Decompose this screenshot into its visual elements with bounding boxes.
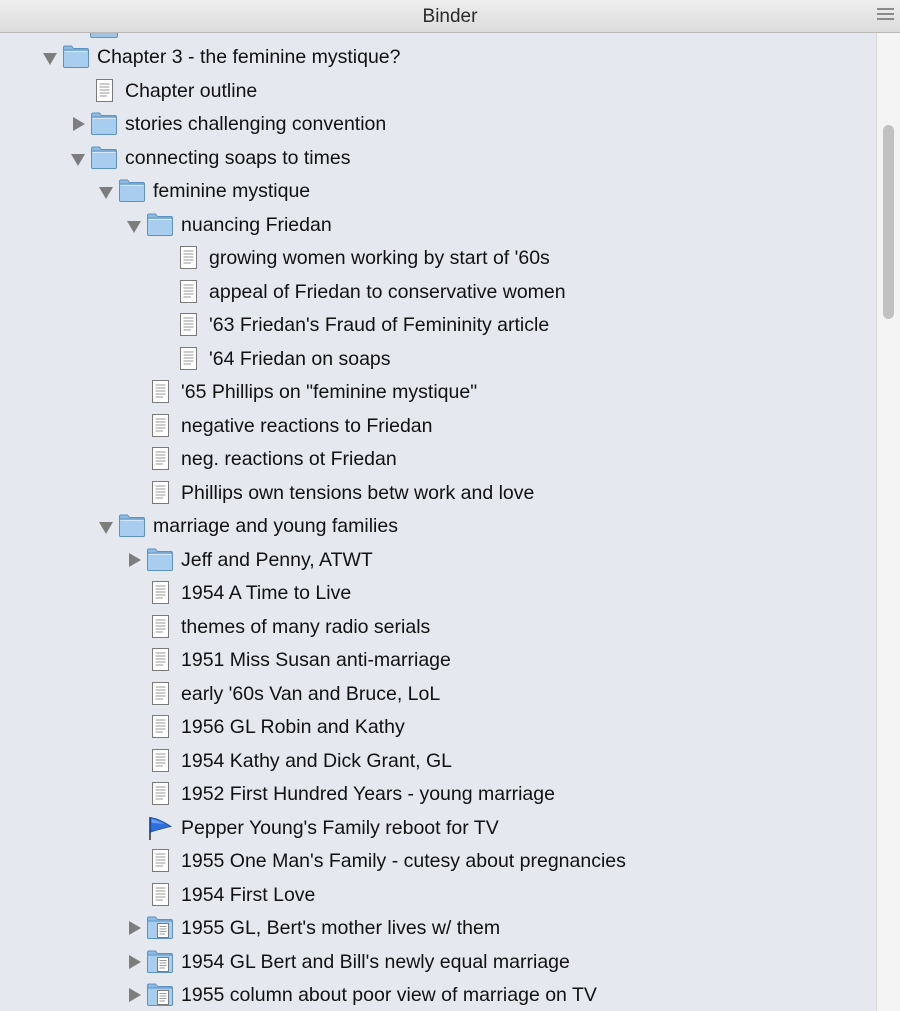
binder-row[interactable] — [0, 544, 876, 577]
binder-item-label: growing women working by start of '60s — [209, 247, 550, 269]
binder-item-label: Chapter 3 - the feminine mystique? — [97, 46, 401, 68]
folder-icon-partial — [90, 33, 118, 38]
list-menu-icon[interactable] — [877, 8, 894, 23]
document-icon — [146, 580, 174, 606]
disclosure-triangle-expanded-icon[interactable] — [124, 209, 144, 242]
binder-item-label: 1952 First Hundred Years - young marriage — [181, 783, 555, 805]
binder-item-label: 1956 GL Robin and Kathy — [181, 716, 405, 738]
disclosure-triangle-expanded-icon[interactable] — [96, 175, 116, 208]
folder-document-icon — [146, 949, 174, 975]
folder-icon — [62, 44, 90, 70]
binder-row[interactable] — [0, 711, 876, 744]
document-icon — [174, 312, 202, 338]
binder-row[interactable] — [0, 678, 876, 711]
disclosure-triangle-expanded-icon[interactable] — [40, 41, 60, 74]
folder-icon — [118, 513, 146, 539]
binder-item-label: neg. reactions ot Friedan — [181, 448, 397, 470]
binder-row[interactable] — [0, 209, 876, 242]
binder-item-label: Chapter outline — [125, 79, 258, 102]
binder-row[interactable] — [0, 778, 876, 811]
binder-item-label: 1954 First Love — [181, 883, 316, 906]
document-icon — [146, 882, 174, 908]
binder-row[interactable] — [0, 376, 876, 409]
document-icon — [146, 848, 174, 874]
binder-row[interactable] — [0, 41, 876, 74]
binder-item-label: '63 Friedan's Fraud of Femininity article — [209, 314, 550, 336]
scrollbar-thumb[interactable] — [883, 125, 894, 319]
binder-item-label: 1955 column about poor view of marriage on TV — [181, 984, 597, 1006]
binder-item-label: appeal of Friedan to conservative women — [209, 280, 566, 303]
document-icon — [146, 480, 174, 506]
binder-item-label: Jeff and Penny, ATWT — [181, 548, 373, 571]
binder-item-label: feminine mystique — [153, 180, 311, 202]
binder-header — [0, 0, 900, 33]
binder-item-label: connecting soaps to times — [125, 146, 351, 169]
document-icon — [174, 245, 202, 271]
disclosure-triangle-expanded-icon[interactable] — [96, 510, 116, 543]
binder-item-label: Pepper Young's Family reboot for TV — [181, 816, 499, 839]
binder-row[interactable] — [0, 879, 876, 912]
disclosure-triangle-collapsed-icon[interactable] — [124, 979, 144, 1011]
binder-row[interactable] — [0, 443, 876, 476]
binder-row[interactable] — [0, 242, 876, 275]
binder-item-label: 1955 GL, Bert's mother lives w/ them — [181, 917, 501, 939]
document-icon — [90, 78, 118, 104]
flag-icon — [146, 815, 174, 841]
binder-item-label: Phillips own tensions betw work and love — [181, 481, 535, 504]
binder-item-label: 1954 GL Bert and Bill's newly equal marriage — [181, 950, 570, 973]
disclosure-triangle-collapsed-icon[interactable] — [124, 544, 144, 577]
folder-icon — [146, 212, 174, 238]
binder-row[interactable] — [0, 812, 876, 845]
binder-title: Binder — [422, 6, 478, 27]
binder-row[interactable] — [0, 477, 876, 510]
binder-row[interactable] — [0, 577, 876, 610]
binder-row[interactable] — [0, 343, 876, 376]
binder-item-label: 1955 One Man's Family - cutesy about pregnancies — [181, 850, 626, 872]
binder-row[interactable] — [0, 175, 876, 208]
document-icon — [146, 614, 174, 640]
binder-outline — [0, 33, 876, 1011]
disclosure-triangle-collapsed-icon[interactable] — [124, 912, 144, 945]
binder-item-label: '64 Friedan on soaps — [209, 347, 391, 370]
document-icon — [146, 446, 174, 472]
document-icon — [174, 346, 202, 372]
binder-row[interactable] — [0, 644, 876, 677]
document-icon — [146, 413, 174, 439]
binder-row[interactable] — [0, 979, 876, 1011]
binder-row[interactable] — [0, 912, 876, 945]
document-icon — [146, 379, 174, 405]
binder-row[interactable] — [0, 75, 876, 108]
binder-item-label: negative reactions to Friedan — [181, 414, 433, 437]
binder-item-label: themes of many radio serials — [181, 615, 431, 638]
binder-item-label: nuancing Friedan — [181, 213, 332, 236]
folder-icon — [146, 547, 174, 573]
binder-row[interactable] — [0, 611, 876, 644]
document-icon — [146, 781, 174, 807]
binder-row[interactable] — [0, 108, 876, 141]
document-icon — [174, 279, 202, 305]
binder-item-label: 1954 Kathy and Dick Grant, GL — [181, 749, 452, 772]
binder-item-label: marriage and young families — [153, 515, 398, 537]
binder-item-label: early '60s Van and Bruce, LoL — [181, 682, 441, 705]
document-icon — [146, 681, 174, 707]
binder-row[interactable] — [0, 510, 876, 543]
folder-icon — [90, 111, 118, 137]
document-icon — [146, 748, 174, 774]
binder-row[interactable] — [0, 309, 876, 342]
folder-icon — [118, 178, 146, 204]
disclosure-triangle-expanded-icon[interactable] — [68, 142, 88, 175]
document-icon — [146, 647, 174, 673]
binder-row[interactable] — [0, 410, 876, 443]
folder-document-icon — [146, 915, 174, 941]
disclosure-triangle-collapsed-icon[interactable] — [68, 108, 88, 141]
binder-row[interactable] — [0, 745, 876, 778]
folder-icon — [90, 145, 118, 171]
disclosure-triangle-collapsed-icon[interactable] — [124, 946, 144, 979]
binder-row[interactable] — [0, 276, 876, 309]
binder-item-label: stories challenging convention — [125, 113, 387, 135]
folder-document-icon — [146, 982, 174, 1008]
binder-row[interactable] — [0, 946, 876, 979]
vertical-scrollbar[interactable] — [876, 33, 900, 1011]
binder-item-label: 1954 A Time to Live — [181, 582, 352, 604]
document-icon — [146, 714, 174, 740]
binder-row[interactable] — [0, 845, 876, 878]
binder-item-label: '65 Phillips on "feminine mystique" — [181, 381, 478, 403]
binder-row[interactable] — [0, 142, 876, 175]
binder-item-label: 1951 Miss Susan anti-marriage — [181, 649, 451, 671]
